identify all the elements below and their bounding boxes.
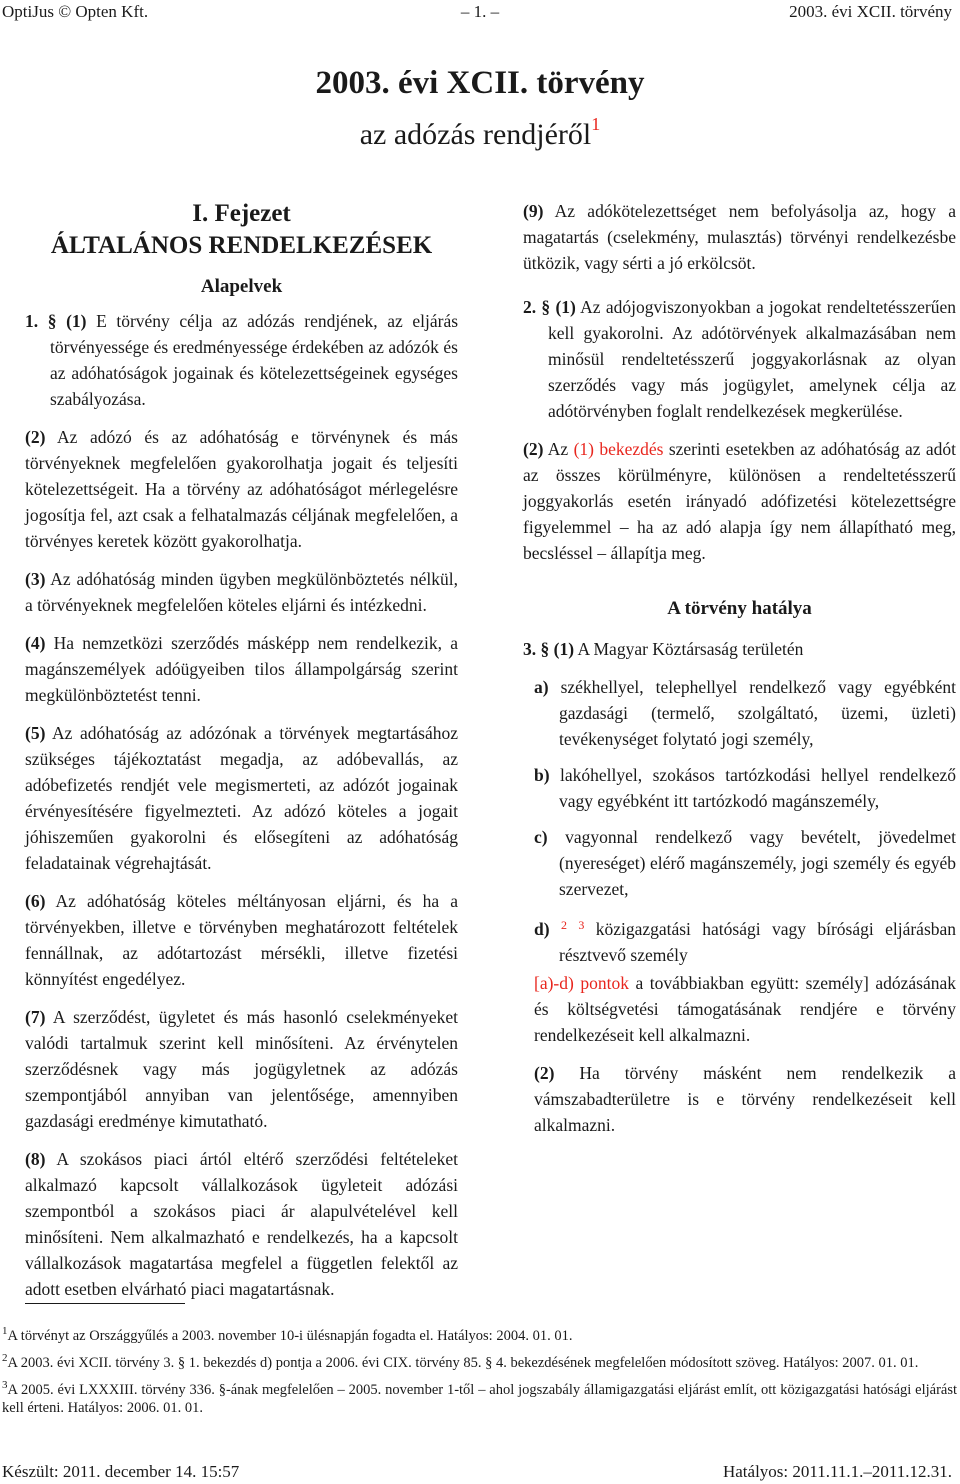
header-law-title: 2003. évi XCII. törvény [789, 2, 952, 21]
law-title: 2003. évi XCII. törvény [315, 65, 645, 101]
right-column [523, 198, 956, 1150]
footer-effective: Hatályos: 2011.11.1.–2011.12.31. [722, 1462, 952, 1481]
paragraph-1-2: (2) Az adózó és az adóhatóság e törvénynek és más törvényeknek megfelelően gyakorolhatja jogait és teljesíti kötelezettségeit. Ha a törvény az adóhatóságot mérlegelésre jogosítja fel, azt csak a felhatalmazás céljának megfelelően, a törvényes keretek között gyakorolhatja. [25, 427, 458, 551]
footnote-1: $^1$A törvényt az Országgyűlés a 2003. november 10-i ülésnapján fogadta el. Hatályos: 2004. 01. 01. [2, 1325, 573, 1344]
paragraph-1-9: (9) Az adókötelezettséget nem befolyásolja az, hogy a magatartás (cselekmény, mulasztás) törvényi rendelkezésbe ütközik, vagy sérti a jó erkölcsöt. [523, 201, 956, 273]
paragraph-2-2: (2) Az (1) bekezdés szerinti esetekben az adóhatóság az adót az összes körülményre, különösen a rendeltetésszerű joggyakorlás esetén irányadó adófizetési kötelezettségre figyelemmel – ha az adó alapja így nem állapítható meg, becsléssel – állapítja meg. [523, 439, 956, 563]
header-page-number: – 1. – [460, 2, 500, 21]
paragraph-1-6: (6) Az adóhatóság köteles méltányosan eljárni, és ha a törvényekben, illetve e törvényben meghatározott feltételek fennállnak, az adótartozást mérsékli, illetve fizetési könnyítést engedélyez. [25, 891, 458, 989]
chapter-title: ÁLTALÁNOS RENDELKEZÉSEK [50, 232, 433, 259]
footnote-ref-1[interactable]: 1 [591, 114, 601, 134]
footnote-ref-2[interactable]: 2 [560, 918, 567, 932]
list-item-b: b) lakóhellyel, szokásos tartózkodási hellyel rendelkező vagy egyébként itt tartózkodó magánszemély, [534, 765, 956, 811]
footnote-divider [25, 1303, 185, 1304]
list-item-a: a) székhellyel, telephellyel rendelkező vagy egyébként gazdasági (termelő, szolgáltató, üzemi, üzleti) tevékenységet folytató jogi személy, [534, 677, 956, 749]
paragraph-1-4: (4) Ha nemzetközi szerződés másképp nem rendelkezik, a magánszemélyek adóügyeiben tilos állampolgárság szerint megkülönböztetést tenni. [25, 633, 458, 705]
link-points-a-d[interactable]: [a)-d) pontok [534, 973, 629, 993]
paragraph-1-5: (5) Az adóhatóság az adózónak a törvények megtartásához szükséges tájékoztatást megadja, az adóbevallás, az adóbefizetés rendjét vele megismerteti, az adózót jogainak érvényesítésére figyelmezteti. Az adózó köteles a jogait jóhiszeműen gyakorolni és elősegíteni az adóhatóság feladatainak végrehajtását. [25, 723, 458, 873]
link-paragraph-1[interactable]: (1) bekezdés [573, 439, 664, 459]
footer-created: Készült: 2011. december 14. 15:57 [2, 1462, 240, 1481]
paragraph-1-3: (3) Az adóhatóság minden ügyben megkülönböztetés nélkül, a törvényeknek megfelelően köteles eljárni és intézkedni. [25, 569, 458, 615]
left-column [25, 198, 458, 1314]
list-item-c: c) vagyonnal rendelkező vagy bevételt, jövedelmet (nyereséget) elérő magánszemély, jogi személy és egyéb szervezet, [534, 827, 957, 899]
law-subtitle: az adózás rendjéről$^1$ [359, 114, 601, 151]
paragraph-1-1: 1. § (1) E törvény célja az adózás rendjének, az eljárás törvényessége és eredményessége érdekében az adózók és az adóhatóságok jogainak és kötelezettségeinek egységes szabályozása. [25, 311, 459, 409]
chapter-number: I. Fejezet [192, 200, 291, 227]
section-heading-principles: Alapelvek [200, 276, 283, 297]
section-heading-scope: A törvény hatálya [667, 598, 812, 619]
footnote-3: $^3$A 2005. évi LXXXIII. törvény 336. §-ának megfelelően – 2005. november 1-től – ahol jogszabály államigazgatási eljárást említ, ott közigazgatási hatósági eljárást kell érteni. Hatályos: 2006. 01. 01. [2, 1378, 957, 1417]
paragraph-3-1: 3. § (1) A Magyar Köztársaság területén [523, 639, 804, 659]
footnote-2: $^2$A 2003. évi XCII. törvény 3. § 1. bekezdés d) pontja a 2006. évi CIX. törvény 85. § 4. bekezdésének megfelelően módosított szöveg. Hatályos: 2007. 01. 01. [2, 1351, 919, 1371]
footnote-ref-3[interactable]: 3 [578, 918, 585, 932]
paragraph-2-1: 2. § (1) Az adójogviszonyokban a jogokat rendeltetésszerűen kell gyakorolni. Az adótörvények alkalmazásában nem minősül rendeltetésszerű joggyakorlásnak az olyan szerződés vagy más jogügylet, amelynek célja az adótörvényben foglalt rendelkezések megkerülése. [523, 297, 956, 421]
paragraph-1-8: (8) A szokásos piaci ártól eltérő szerződési feltételeket alkalmazó kapcsolt vállalkozások ügyleteit adózási szempontból a szokásos piaci ár alapulvételével kell minősíteni. Nem alkalmazható e rendelkezés, ha a kapcsolt vállalkozások magatartása megfelel a független felektől az adott esetben elvárható piaci magatartásnak. [25, 1149, 458, 1299]
header-publisher: OptiJus © Opten Kft. [2, 2, 149, 21]
list-item-d: d) $^2$ $^3$ közigazgatási hatósági vagy bírósági eljárásban résztvevő személy [534, 918, 957, 965]
paragraph-3-2: (2) Ha törvény másként nem rendelkezik a vámszabadterületre is e törvény rendelkezéseit kell alkalmazni. [534, 1063, 956, 1135]
paragraph-1-7: (7) A szerződést, ügyletet és más hasonló cselekményeket valódi tartalmuk szerint kell minősíteni. Az érvénytelen szerződésnek vagy más jogügyletnek az adózás szempontjából annyiban van jelentősége, amennyiben gazdasági eredménye kimutatható. [25, 1007, 458, 1131]
footnotes [2, 1322, 957, 1421]
list-tail: [a)-d) pontok a továbbiakban együtt: személy] adózásának és költségvetési támogatásának rendjére e törvény rendelkezéseit kell alkalmazni. [534, 973, 956, 1045]
